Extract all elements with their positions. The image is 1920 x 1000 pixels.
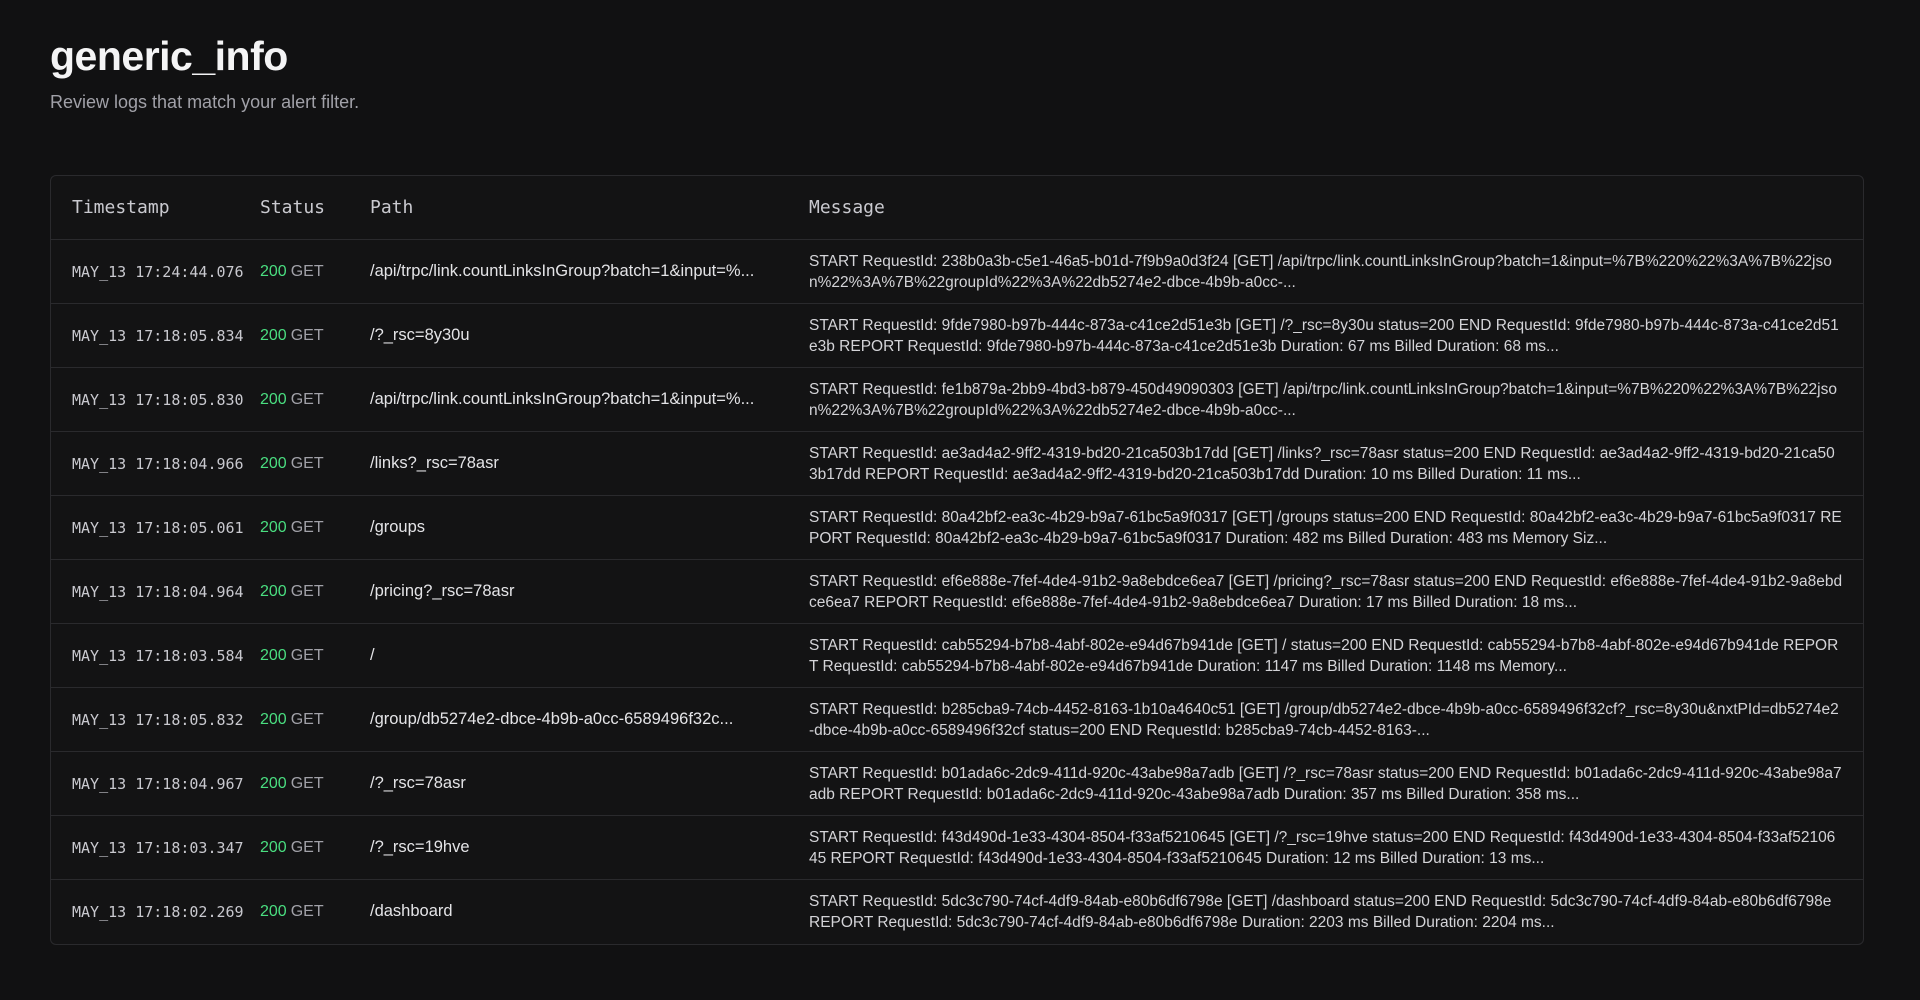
table-body — [51, 240, 1863, 944]
status-code: 200 — [260, 902, 287, 920]
column-header-timestamp[interactable]: Timestamp — [51, 176, 260, 240]
path-cell: /api/trpc/link.countLinksInGroup?batch=1&input=%... — [370, 390, 755, 408]
message-cell — [809, 560, 1863, 624]
message-text: START RequestId: ae3ad4a2-9ff2-4319-bd20-21ca503b17dd [GET] /links?_rsc=78asr status=200 END RequestId: ae3ad4a2-9ff2-4319-bd20-21ca503b17dd REPORT RequestId: ae3ad4a2-9ff2-4319-bd20-21ca503b17dd Duration: 10 ms Billed Duration: 11 ms... — [809, 444, 1835, 483]
message-text: START RequestId: b285cba9-74cb-4452-8163-1b10a4640c51 [GET] /group/db5274e2-dbce-4b9b-a0cc-6589496f32cf?_rsc=8y30u&nxtPId=db5274e2-dbce-4b9b-a0cc-6589496f32cf status=200 END RequestId: b285cba9-74cb-4452-8163-... — [809, 700, 1839, 739]
path-cell: /groups — [370, 518, 426, 536]
status-cell — [260, 368, 370, 432]
status-cell — [260, 240, 370, 304]
table-row[interactable] — [51, 688, 1863, 752]
path-cell: /?_rsc=19hve — [370, 838, 470, 856]
column-header-status[interactable]: Status — [260, 176, 370, 240]
path-cell: /pricing?_rsc=78asr — [370, 582, 515, 600]
message-cell — [809, 304, 1863, 368]
path-cell: /?_rsc=8y30u — [370, 326, 470, 344]
timestamp-cell: MAY_13 17:24:44.076 — [72, 262, 244, 281]
status-cell — [260, 624, 370, 688]
table-row[interactable] — [51, 304, 1863, 368]
status-cell — [260, 304, 370, 368]
http-method: GET — [290, 646, 324, 664]
path-cell: /group/db5274e2-dbce-4b9b-a0cc-6589496f32c... — [370, 710, 734, 728]
timestamp-cell: MAY_13 17:18:05.830 — [72, 390, 244, 409]
message-cell — [809, 240, 1863, 304]
status-code: 200 — [260, 646, 287, 664]
table-row[interactable] — [51, 496, 1863, 560]
table-row[interactable] — [51, 240, 1863, 304]
timestamp-cell: MAY_13 17:18:05.061 — [72, 518, 244, 537]
timestamp-cell: MAY_13 17:18:03.584 — [72, 646, 244, 665]
path-cell: /?_rsc=78asr — [370, 774, 466, 792]
timestamp-cell: MAY_13 17:18:03.347 — [72, 838, 244, 857]
status-code: 200 — [260, 838, 287, 856]
http-method: GET — [290, 902, 324, 920]
http-method: GET — [290, 518, 324, 536]
page-subtitle: Review logs that match your alert filter. — [50, 92, 360, 112]
path-cell: /links?_rsc=78asr — [370, 454, 499, 472]
http-method: GET — [290, 582, 324, 600]
message-text: START RequestId: 5dc3c790-74cf-4df9-84ab-e80b6df6798e [GET] /dashboard status=200 END RequestId: 5dc3c790-74cf-4df9-84ab-e80b6df6798e REPORT RequestId: 5dc3c790-74cf-4df9-84ab-e80b6df6798e Duration: 2203 ms Billed Duration: 2204 ms... — [809, 892, 1832, 931]
timestamp-cell: MAY_13 17:18:05.832 — [72, 710, 244, 729]
message-cell — [809, 880, 1863, 944]
status-cell — [260, 688, 370, 752]
timestamp-cell: MAY_13 17:18:04.967 — [72, 774, 244, 793]
message-text: START RequestId: 80a42bf2-ea3c-4b29-b9a7-61bc5a9f0317 [GET] /groups status=200 END RequestId: 80a42bf2-ea3c-4b29-b9a7-61bc5a9f0317 REPORT RequestId: 80a42bf2-ea3c-4b29-b9a7-61bc5a9f0317 Duration: 482 ms Billed Duration: 483 ms Memory Siz... — [809, 508, 1842, 547]
status-code: 200 — [260, 774, 287, 792]
status-cell — [260, 752, 370, 816]
table-row[interactable] — [51, 560, 1863, 624]
table-row[interactable] — [51, 880, 1863, 944]
table-row[interactable] — [51, 368, 1863, 432]
status-code: 200 — [260, 710, 287, 728]
http-method: GET — [290, 262, 324, 280]
message-text: START RequestId: ef6e888e-7fef-4de4-91b2-9a8ebdce6ea7 [GET] /pricing?_rsc=78asr status=200 END RequestId: ef6e888e-7fef-4de4-91b2-9a8ebdce6ea7 REPORT RequestId: ef6e888e-7fef-4de4-91b2-9a8ebdce6ea7 Duration: 17 ms Billed Duration: 18 ms... — [809, 572, 1843, 611]
page-title: generic_info — [50, 33, 288, 79]
message-text: START RequestId: 9fde7980-b97b-444c-873a-c41ce2d51e3b [GET] /?_rsc=8y30u status=200 END RequestId: 9fde7980-b97b-444c-873a-c41ce2d51e3b REPORT RequestId: 9fde7980-b97b-444c-873a-c41ce2d51e3b Duration: 67 ms Billed Duration: 68 ms... — [809, 316, 1839, 355]
timestamp-cell: MAY_13 17:18:04.966 — [72, 454, 244, 473]
status-cell — [260, 496, 370, 560]
message-text: START RequestId: b01ada6c-2dc9-411d-920c-43abe98a7adb [GET] /?_rsc=78asr status=200 END RequestId: b01ada6c-2dc9-411d-920c-43abe98a7adb REPORT RequestId: b01ada6c-2dc9-411d-920c-43abe98a7adb Duration: 357 ms Billed Duration: 358 ms... — [809, 764, 1842, 803]
message-text: START RequestId: cab55294-b7b8-4abf-802e-e94d67b941de [GET] / status=200 END RequestId: cab55294-b7b8-4abf-802e-e94d67b941de REPORT RequestId: cab55294-b7b8-4abf-802e-e94d67b941de Duration: 1147 ms Billed Duration: 1148 ms Memory... — [809, 636, 1839, 675]
http-method: GET — [290, 326, 324, 344]
http-method: GET — [290, 774, 324, 792]
timestamp-cell: MAY_13 17:18:05.834 — [72, 326, 244, 345]
message-cell — [809, 752, 1863, 816]
column-header-path[interactable]: Path — [370, 176, 809, 240]
timestamp-cell: MAY_13 17:18:04.964 — [72, 582, 244, 601]
message-cell — [809, 624, 1863, 688]
message-cell — [809, 368, 1863, 432]
status-code: 200 — [260, 454, 287, 472]
log-table-container — [50, 175, 1864, 945]
http-method: GET — [290, 454, 324, 472]
message-text: START RequestId: 238b0a3b-c5e1-46a5-b01d-7f9b9a0d3f24 [GET] /api/trpc/link.countLinksInGroup?batch=1&input=%7B%220%22%3A%7B%22json%22%3A%7B%22groupId%22%3A%22db5274e2-dbce-4b9b-a0cc-... — [809, 252, 1832, 291]
status-code: 200 — [260, 518, 287, 536]
table-row[interactable] — [51, 432, 1863, 496]
log-table — [51, 176, 1863, 944]
timestamp-cell: MAY_13 17:18:02.269 — [72, 902, 244, 921]
status-code: 200 — [260, 390, 287, 408]
table-header — [51, 176, 1863, 240]
status-code: 200 — [260, 262, 287, 280]
status-cell — [260, 432, 370, 496]
message-cell — [809, 688, 1863, 752]
path-cell: /dashboard — [370, 902, 453, 921]
message-cell — [809, 816, 1863, 880]
table-header-row — [51, 176, 1863, 240]
table-row[interactable] — [51, 624, 1863, 688]
http-method: GET — [290, 710, 324, 728]
status-code: 200 — [260, 582, 287, 600]
path-cell: /api/trpc/link.countLinksInGroup?batch=1&input=%... — [370, 262, 755, 280]
status-cell — [260, 816, 370, 880]
message-text: START RequestId: f43d490d-1e33-4304-8504-f33af5210645 [GET] /?_rsc=19hve status=200 END RequestId: f43d490d-1e33-4304-8504-f33af5210645 REPORT RequestId: f43d490d-1e33-4304-8504-f33af5210645 Duration: 12 ms Billed Duration: 13 ms... — [809, 828, 1836, 867]
status-cell — [260, 880, 370, 944]
table-row[interactable] — [51, 816, 1863, 880]
message-text: START RequestId: fe1b879a-2bb9-4bd3-b879-450d49090303 [GET] /api/trpc/link.countLinksInGroup?batch=1&input=%7B%220%22%3A%7B%22json%22%3A%7B%22groupId%22%3A%22db5274e2-dbce-4b9b-a0cc-... — [809, 380, 1837, 419]
column-header-message[interactable]: Message — [809, 176, 1863, 240]
path-cell: / — [370, 646, 375, 664]
message-cell — [809, 496, 1863, 560]
http-method: GET — [290, 390, 324, 408]
status-cell — [260, 560, 370, 624]
status-code: 200 — [260, 326, 287, 344]
message-cell — [809, 432, 1863, 496]
table-row[interactable] — [51, 752, 1863, 816]
http-method: GET — [290, 838, 324, 856]
